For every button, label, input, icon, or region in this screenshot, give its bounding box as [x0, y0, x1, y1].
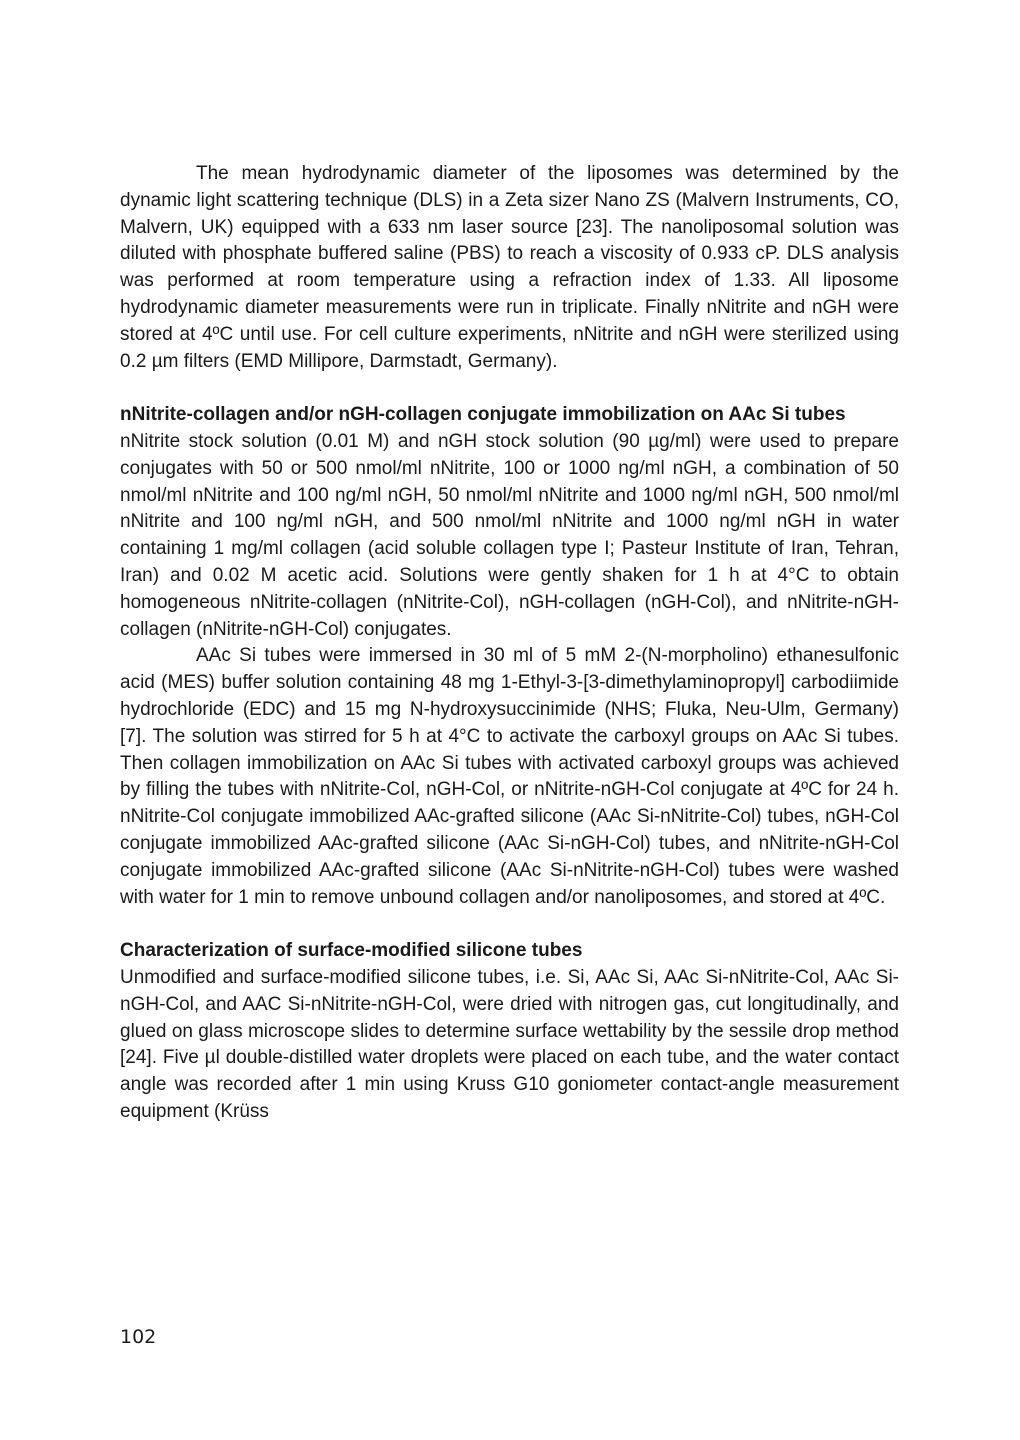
paragraph-dls: The mean hydrodynamic diameter of the liposomes was determined by the dynamic light scattering technique (DLS) in a Zeta sizer Nano ZS (Malvern Instruments, CO, Malvern, UK) equipped with a 633 nm laser source [23]. The nanoliposomal solution was diluted with phosphate buffered saline (PBS) to reach a viscosity of 0.933 cP. DLS analysis was performed at room temperature using a refraction index of 1.33. All liposome hydrodynamic diameter measurements were run in triplicate. Finally nNitrite and nGH were stored at 4ºC until use. For cell culture experiments, nNitrite and nGH were sterilized using 0.2 µm filters (EMD Millipore, Darmstadt, Germany). [120, 163, 899, 372]
paragraph-aac-tubes: AAc Si tubes were immersed in 30 ml of 5 mM 2-(N-morpholino) ethanesulfonic acid (MES) buffer solution containing 48 mg 1-Ethyl-3-[3-dimethylaminopropyl] carbodiimide hydrochloride (EDC) and 15 mg N-hydroxysuccinimide (NHS; Fluka, Neu-Ulm, Germany) [7]. The solution was stirred for 5 h at 4°C to activate the carboxyl groups on AAc Si tubes. Then collagen immobilization on AAc Si tubes with activated carboxyl groups was achieved by filling the tubes with nNitrite-Col, nGH-Col, or nNitrite-nGH-Col conjugate at 4ºC for 24 h. nNitrite-Col conjugate immobilized AAc-grafted silicone (AAc Si-nNitrite-Col) tubes, nGH-Col conjugate immobilized AAc-grafted silicone (AAc Si-nGH-Col) tubes, and nNitrite-nGH-Col conjugate immobilized AAc-grafted silicone (AAc Si-nNitrite-nGH-Col) tubes were washed with water for 1 min to remove unbound collagen and/or nanoliposomes, and stored at 4ºC. [120, 645, 899, 908]
paragraph-wettability: Unmodified and surface-modified silicone tubes, i.e. Si, AAc Si, AAc Si-nNitrite-Col, AAc Si-nGH-Col, and AAC Si-nNitrite-nGH-Col, were dried with nitrogen gas, cut longitudinally, and glued on glass microscope slides to determine surface wettability by the sessile drop method [24]. Five µl double-distilled water droplets were placed on each tube, and the water contact angle was recorded after 1 min using Kruss G10 goniometer contact-angle measurement equipment (Krüss [120, 966, 899, 1122]
page-number: 102 [120, 1326, 157, 1348]
section-heading-characterization: Characterization of surface-modified silicone tubes [120, 940, 583, 962]
paragraph-conjugates: nNitrite stock solution (0.01 M) and nGH stock solution (90 µg/ml) were used to prepare conjugates with 50 or 500 nmol/ml nNitrite, 100 or 1000 ng/ml nGH, a combination of 50 nmol/ml nNitrite and 100 ng/ml nGH, 50 nmol/ml nNitrite and 1000 ng/ml nGH, 500 nmol/ml nNitrite and 100 ng/ml nGH, and 500 nmol/ml nNitrite and 1000 ng/ml nGH in water containing 1 mg/ml collagen (acid soluble collagen type I; Pasteur Institute of Iran, Tehran, Iran) and 0.02 M acetic acid. Solutions were gently shaken for 1 h at 4°C to obtain homogeneous nNitrite-collagen (nNitrite-Col), nGH-collagen (nGH-Col), and nNitrite-nGH-collagen (nNitrite-nGH-Col) conjugates. [120, 430, 899, 640]
paragraph-gap [120, 375, 899, 402]
section-heading-immobilization: nNitrite-collagen and/or nGH-collagen conjugate immobilization on AAc Si tubes [120, 404, 846, 426]
page-body [120, 161, 899, 1126]
paragraph-gap [120, 911, 899, 938]
